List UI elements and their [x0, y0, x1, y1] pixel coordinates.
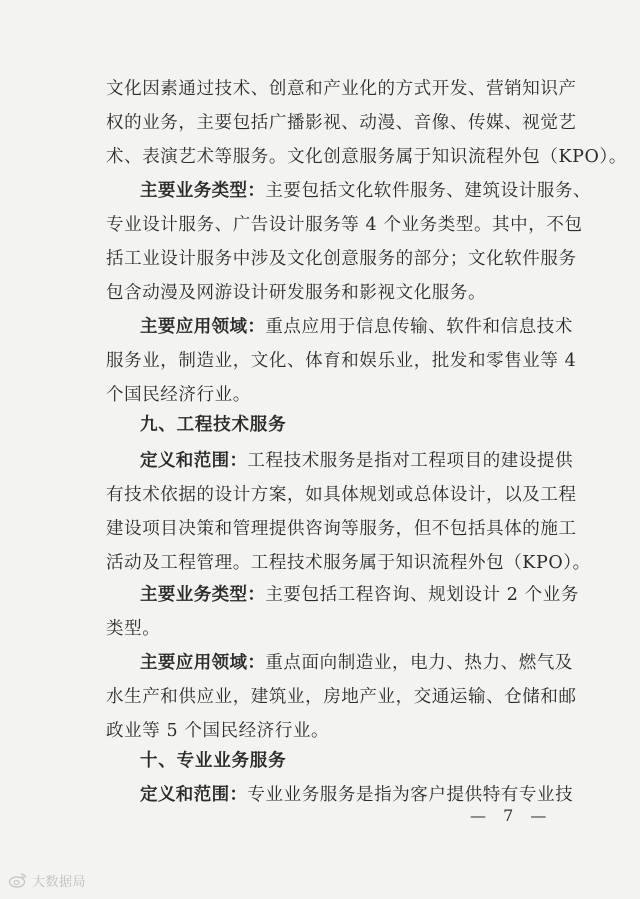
- text-line: 有技术依据的设计方案，如具体规划或总体设计，以及工程: [106, 485, 577, 505]
- paragraph-lead-label: 主要业务类型：: [140, 181, 266, 201]
- text-line: 政业等 5 个国民经济行业。: [106, 721, 330, 741]
- text-line: 专业设计服务、广告设计服务等 4 个业务类型。其中，不包: [106, 215, 583, 235]
- paragraph-cultural-application-fields: [106, 310, 577, 412]
- text-line: [106, 310, 574, 344]
- weibo-logo-icon: [8, 871, 28, 889]
- text-line: 水生产和供应业，建筑业，房地产业，交通运输、仓储和邮: [106, 687, 577, 707]
- paragraph-lead-text: 重点面向制造业，电力、热力、燃气及: [265, 653, 574, 673]
- text-line: [106, 578, 579, 612]
- paragraph-engineering-business-types: [106, 578, 579, 646]
- text-line: [106, 646, 574, 680]
- paragraph-lead-label: 主要业务类型：: [140, 585, 266, 605]
- paragraph-lead-text: 重点应用于信息传输、软件和信息技术: [265, 317, 574, 337]
- paragraph-lead-text: 主要包括文化软件服务、建筑设计服务、: [265, 181, 592, 201]
- watermark-text: 大数据局: [32, 874, 87, 890]
- text-line: 术、表演艺术等服务。文化创意服务属于知识流程外包（KPO）。: [106, 147, 627, 167]
- paragraph-lead-text: 工程技术服务是指对工程项目的建设提供: [247, 451, 574, 471]
- text-line: 包含动漫及网游设计研发服务和影视文化服务。: [106, 283, 487, 303]
- text-line: 权的业务，主要包括广播影视、动漫、音像、传媒、视觉艺: [106, 113, 577, 133]
- text-line: 活动及工程管理。工程技术服务属于知识流程外包（KPO）。: [106, 553, 591, 573]
- page-number: — 7 —: [470, 806, 553, 825]
- paragraph-lead-text: 专业业务服务是指为客户提供特有专业技: [247, 785, 574, 805]
- text-line: [106, 174, 592, 208]
- paragraph-lead-label: 定义和范围：: [140, 451, 248, 471]
- text-line: 服务业，制造业，文化、体育和娱乐业，批发和零售业等 4: [106, 351, 577, 371]
- text-line: [106, 444, 574, 478]
- text-line: 类型。: [106, 619, 161, 639]
- text-line: 文化因素通过技术、创意和产业化的方式开发、营销知识产: [106, 79, 577, 99]
- paragraph-lead-label: 主要应用领域：: [140, 653, 266, 673]
- paragraph-engineering-definition: [106, 444, 591, 580]
- watermark: [8, 868, 86, 892]
- paragraph-lead-text: 主要包括工程咨询、规划设计 2 个业务: [265, 585, 579, 605]
- paragraph-lead-label: 定义和范围：: [140, 785, 248, 805]
- paragraph-lead-label: 主要应用领域：: [140, 317, 266, 337]
- section-heading-engineering: 九、工程技术服务: [140, 415, 287, 435]
- text-line: 建设项目决策和管理提供咨询等服务，但不包括具体的施工: [106, 519, 577, 539]
- paragraph-cultural-business-types: [106, 174, 592, 310]
- paragraph-cultural-intro: [106, 72, 627, 174]
- section-heading-professional: 十、专业业务服务: [140, 751, 287, 771]
- paragraph-engineering-application-fields: [106, 646, 577, 748]
- text-line: 个国民经济行业。: [106, 385, 251, 405]
- text-line: 括工业设计服务中涉及文化创意服务的部分；文化软件服务: [106, 249, 577, 269]
